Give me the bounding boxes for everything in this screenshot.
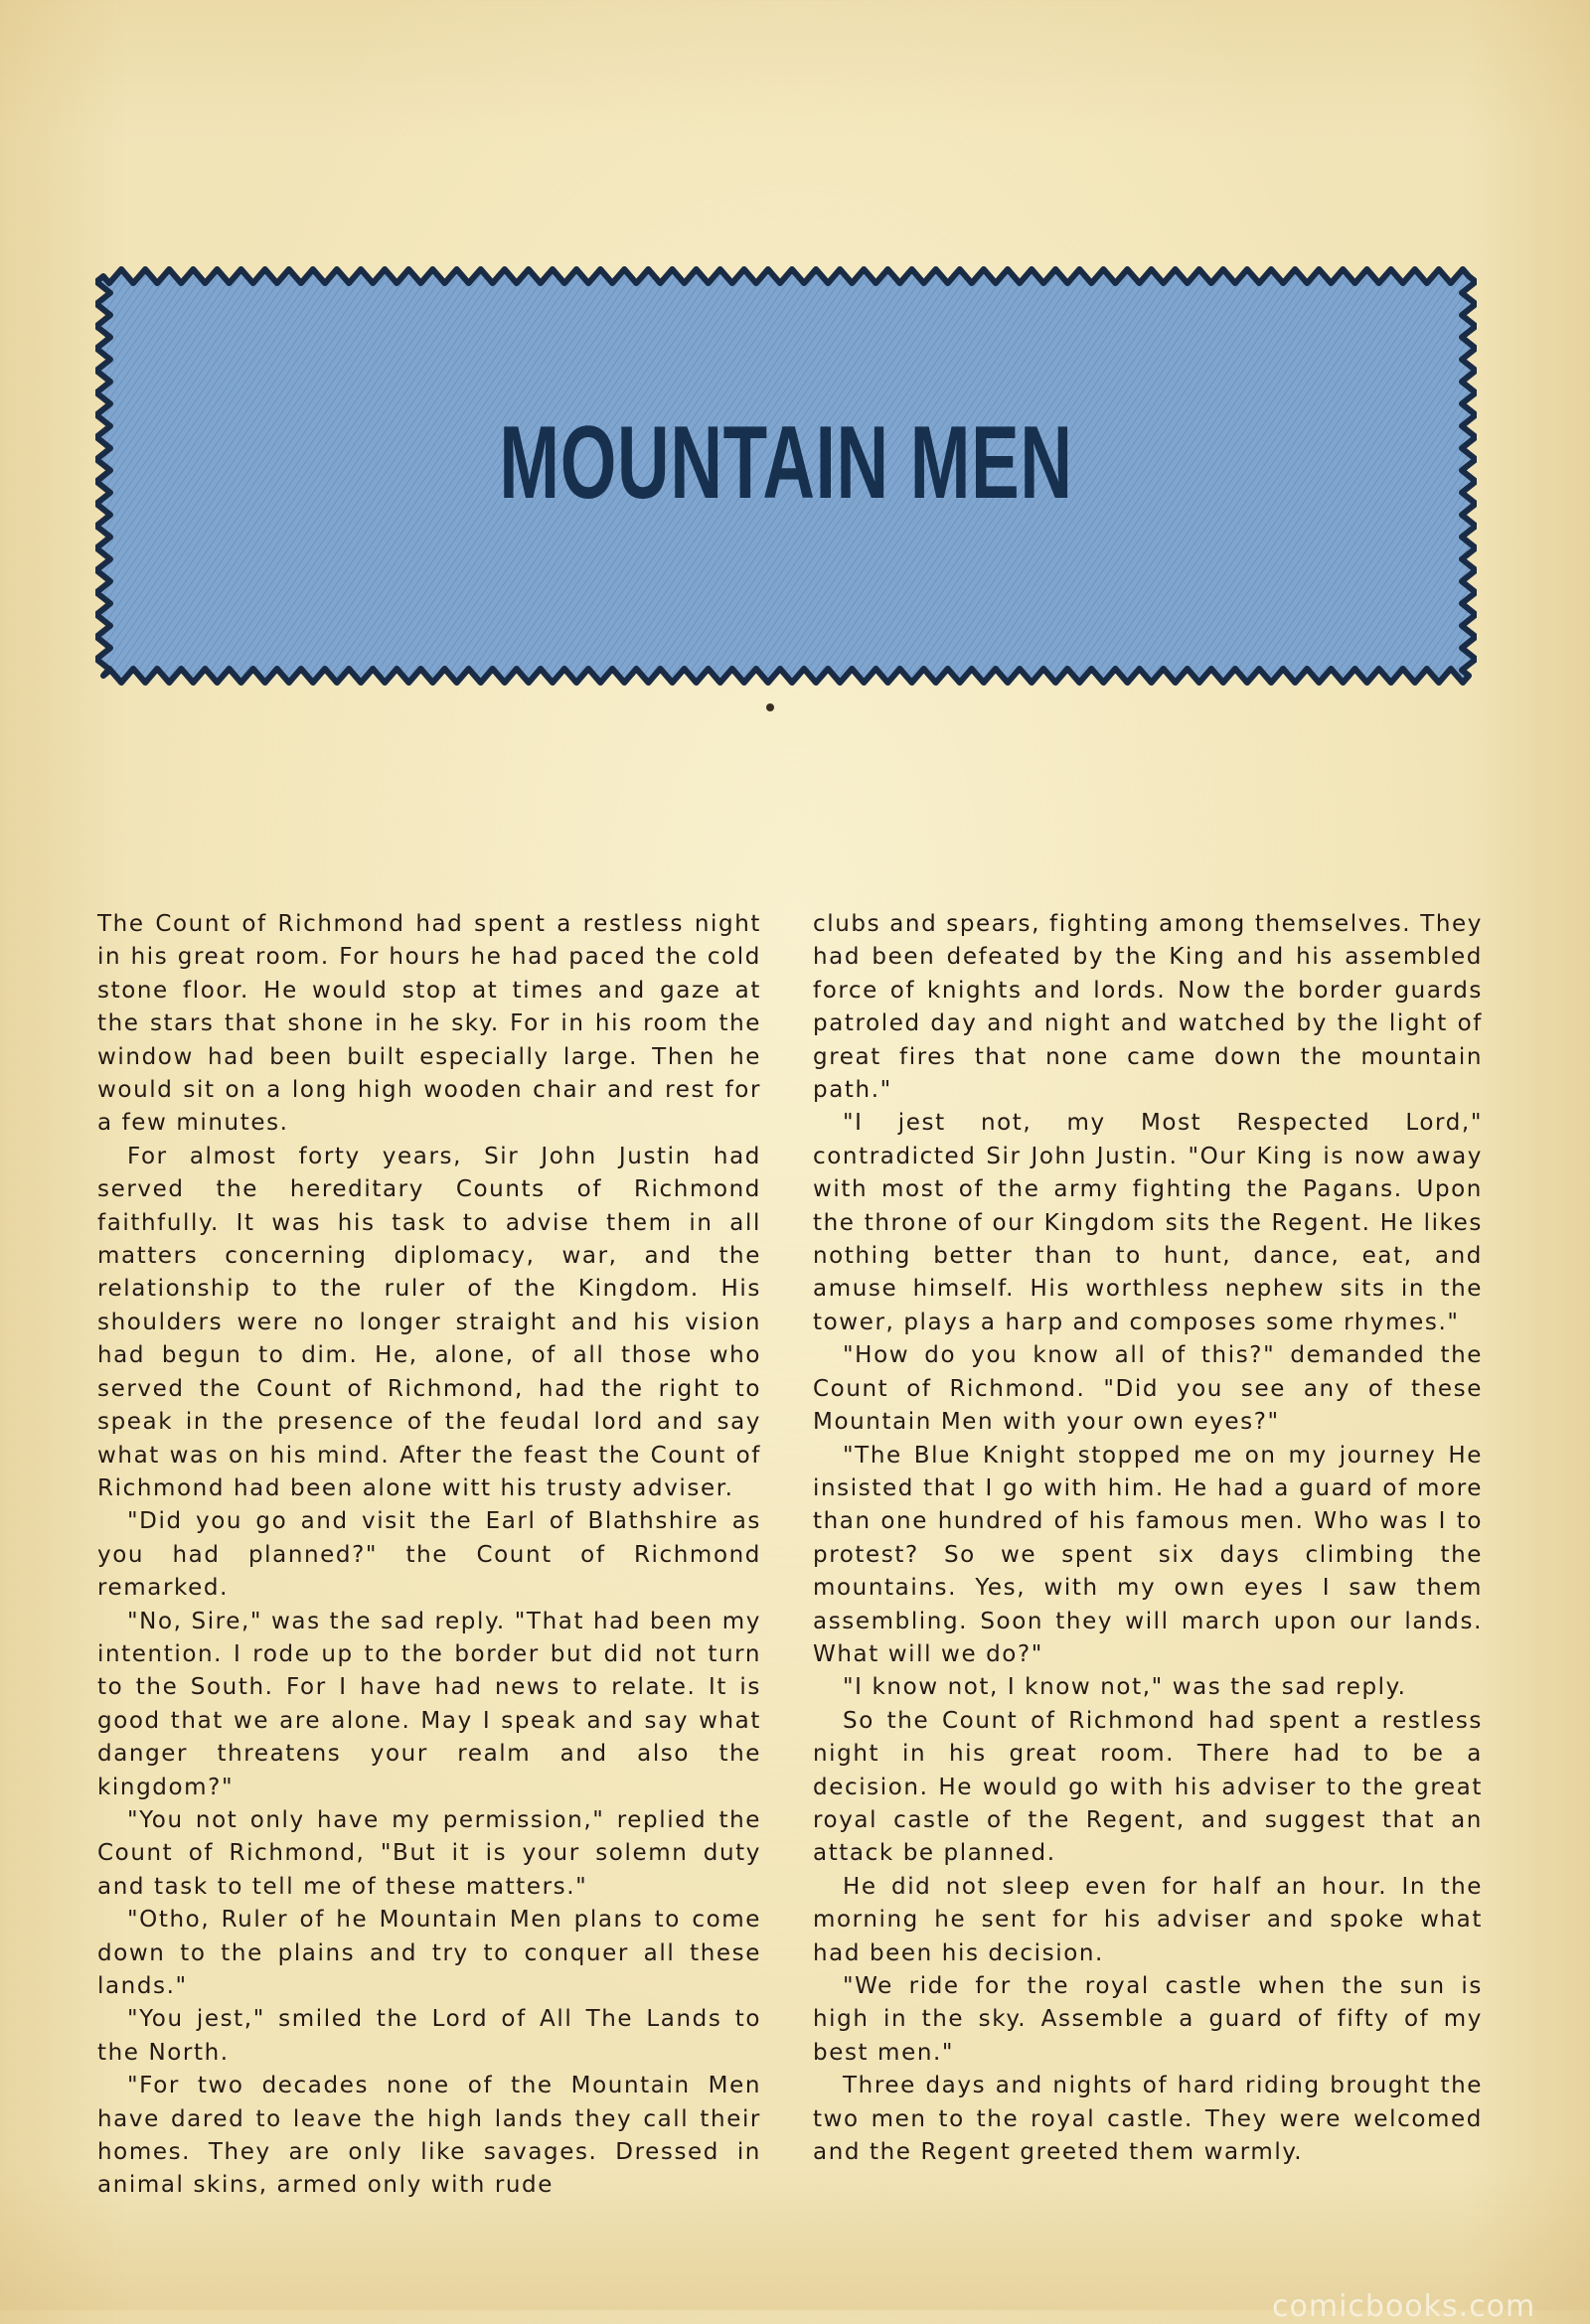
paragraph: "Did you go and visit the Earl of Blathshire as you had planned?" the Count of Richmond remarked. — [97, 1508, 761, 1602]
paragraph: "You jest," smiled the Lord of All The Lands to the North. — [97, 2006, 761, 2066]
paragraph: "How do you know all of this?" demanded the Count of Richmond. "Did you see any of these Mountain Men with your own eyes?" — [813, 1342, 1483, 1436]
paragraph: "We ride for the royal castle when the sun is high in the sky. Assemble a guard of fifty of my best men." — [813, 1973, 1483, 2066]
paragraph: clubs and spears, fighting among themselves. They had been defeated by the King and his assembled force of knights and lords. Now the border guards patroled day and night and watched by the light of great fires that none came down the mountain path." — [813, 911, 1483, 1104]
watermark: comicbooks.com — [1272, 2289, 1536, 2324]
paragraph: "I know not, I know not," was the sad reply. — [843, 1674, 1407, 1701]
left-text-column — [97, 908, 761, 2203]
paragraph: "The Blue Knight stopped me on my journey He insisted that I go with him. He had a guard of more than one hundred of his famous men. Who was I to protest? So we spent six days climbing the mountains. Yes, with my own eyes I saw them assembling. Soon they will march upon our lands. What will we do?" — [813, 1442, 1483, 1667]
paragraph: For almost forty years, Sir John Justin had served the hereditary Counts of Richmond faithfully. It was his task to advise them in all matters concerning diplomacy, war, and the relationship to the ruler of the Kingdom. His shoulders were no longer straight and his vision had begun to dim. He, alone, of all those who served the Count of Richmond, had the right to speak in the presence of the feudal lord and say what was on his mind. After the feast the Count of Richmond had been alone witt his trusty adviser. — [97, 1143, 761, 1501]
paragraph: "You not only have my permission," replied the Count of Richmond, "But it is your solemn duty and task to tell me of these matters." — [97, 1806, 761, 1900]
paragraph: "Otho, Ruler of he Mountain Men plans to come down to the plains and try to conquer all these lands." — [97, 1907, 761, 1999]
story-title: MOUNTAIN MEN — [499, 405, 1073, 521]
paragraph: "I jest not, my Most Respected Lord," contradicted Sir John Justin. "Our King is now away with most of the army fighting the Pagans. Upon the throne of our Kingdom sits the Regent. He likes nothing better than to hunt, dance, eat, and amuse himself. His worthless nephew sits in the tower, plays a harp and composes some rhymes." — [813, 1110, 1483, 1335]
ink-dot — [766, 703, 774, 711]
right-text-column — [813, 908, 1483, 2169]
paragraph: "For two decades none of the Mountain Men have dared to leave the high lands they call their homes. They are only like savages. Dressed in animal skins, armed only with rude — [97, 2073, 761, 2199]
paragraph: He did not sleep even for half an hour. In the morning he sent for his adviser and spoke what had been his decision. — [813, 1873, 1483, 1966]
paragraph: So the Count of Richmond had spent a restless night in his great room. There had to be a decision. He would go with his adviser to the great royal castle of the Regent, and suggest that an attack be planned. — [813, 1707, 1483, 1867]
paragraph: "No, Sire," was the sad reply. "That had been my intention. I rode up to the border but did not turn to the South. For I have had news to relate. It is good that we are alone. May I speak and say what danger threatens your realm and also the kingdom?" — [97, 1608, 761, 1800]
paragraph: Three days and nights of hard riding brought the two men to the royal castle. They were welcomed and the Regent greeted them warmly. — [813, 2073, 1483, 2166]
title-banner — [95, 262, 1477, 690]
paragraph: The Count of Richmond had spent a restless night in his great room. For hours he had paced the cold stone floor. He would stop at times and gaze at the stars that shone in he sky. For in his room the window had been built especially large. Then he would sit on a long high wooden chair and rest for a few minutes. — [97, 911, 761, 1137]
